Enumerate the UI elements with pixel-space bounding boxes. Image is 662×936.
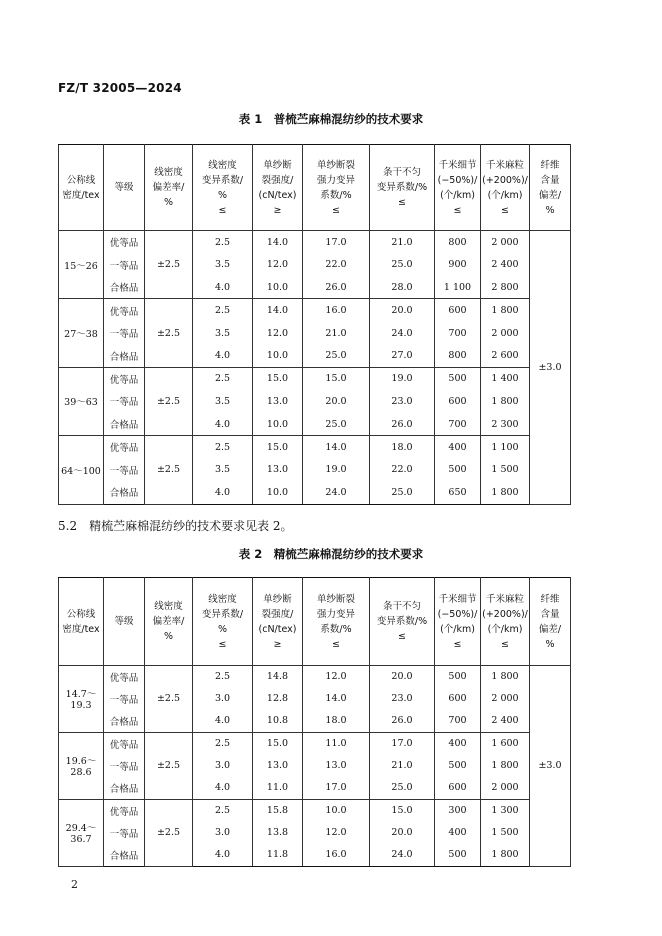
grade-cell: 合格品 <box>104 413 145 436</box>
cell-line: (个/km) <box>440 189 475 201</box>
table-row <box>59 276 571 299</box>
value-cell: 20.0 <box>303 390 370 413</box>
column-header <box>370 145 435 231</box>
column-header <box>193 578 253 666</box>
value-cell: 28.0 <box>370 276 435 299</box>
cell-line: ≤ <box>453 638 462 650</box>
standard-code-header: FZ/T 32005—2024 <box>58 81 182 95</box>
value-cell: 15.0 <box>253 367 303 390</box>
cell-line: 密度/tex <box>62 189 100 201</box>
table-row <box>59 799 571 821</box>
grade-cell: 优等品 <box>104 231 145 254</box>
value-cell: 21.0 <box>370 231 435 254</box>
value-cell: 1 100 <box>435 276 481 299</box>
value-cell: 12.0 <box>253 253 303 276</box>
cell-line: 含量 <box>540 608 560 620</box>
value-cell: 12.0 <box>253 322 303 345</box>
value-cell: 14.8 <box>253 666 303 688</box>
cell-line: 36.7 <box>70 834 92 846</box>
cell-line: (个/km) <box>487 623 523 635</box>
value-cell: 24.0 <box>370 844 435 866</box>
cell-line: % <box>217 189 228 201</box>
value-cell: 21.0 <box>370 755 435 777</box>
value-cell: 1 800 <box>481 844 530 866</box>
value-cell: 4.0 <box>193 777 253 799</box>
cell-line: % <box>163 197 174 208</box>
table-row <box>59 688 571 710</box>
cell-line: 变异系数/ <box>201 174 244 186</box>
value-cell: 25.0 <box>370 253 435 276</box>
value-cell: 13.0 <box>253 458 303 481</box>
value-cell: 700 <box>435 322 481 345</box>
value-cell: 19.0 <box>303 458 370 481</box>
value-cell: 20.0 <box>370 822 435 844</box>
value-cell: 4.0 <box>193 481 253 504</box>
value-cell: 19.0 <box>370 367 435 390</box>
grade-cell: 合格品 <box>104 344 145 367</box>
cell-line: 线密度 <box>208 159 237 171</box>
cell-line: 纤维 <box>540 159 560 171</box>
grade-cell: 合格品 <box>104 710 145 732</box>
column-header <box>104 145 145 231</box>
cell-line: 公称线 <box>66 608 96 620</box>
value-cell: 1 800 <box>481 755 530 777</box>
cell-line: 19.3 <box>70 700 92 712</box>
value-cell: 2.5 <box>193 799 253 821</box>
table2-body <box>59 666 571 867</box>
grade-cell: 优等品 <box>104 299 145 322</box>
density-deviation-cell: ±2.5 <box>145 367 193 435</box>
cell-line: (+200%)/ <box>482 174 528 186</box>
nominal-density-cell: 27～38 <box>59 299 104 367</box>
cell-line: 裂强度/ <box>261 608 294 620</box>
value-cell: 17.0 <box>370 732 435 754</box>
value-cell: 300 <box>435 799 481 821</box>
cell-line: ≤ <box>398 631 406 642</box>
table1-header <box>59 145 571 231</box>
value-cell: 800 <box>435 231 481 254</box>
value-cell: 4.0 <box>193 413 253 436</box>
grade-cell: 一等品 <box>104 322 145 345</box>
value-cell: 500 <box>435 458 481 481</box>
table-row <box>59 822 571 844</box>
cell-line: 强力变异 <box>316 608 355 620</box>
value-cell: 2 000 <box>481 777 530 799</box>
value-cell: 4.0 <box>193 710 253 732</box>
table-row <box>59 458 571 481</box>
value-cell: 1 100 <box>481 436 530 459</box>
fiber-content-deviation-cell: ±3.0 <box>530 231 571 505</box>
value-cell: 600 <box>435 688 481 710</box>
grade-cell: 优等品 <box>104 436 145 459</box>
value-cell: 2 800 <box>481 276 530 299</box>
value-cell: 2 300 <box>481 413 530 436</box>
grade-cell: 合格品 <box>104 777 145 799</box>
cell-line: 偏差/ <box>538 189 562 201</box>
value-cell: 2 400 <box>481 710 530 732</box>
value-cell: 21.0 <box>303 322 370 345</box>
cell-line: ≤ <box>218 638 227 650</box>
value-cell: 2.5 <box>193 666 253 688</box>
value-cell: 15.0 <box>253 436 303 459</box>
value-cell: 3.5 <box>193 458 253 481</box>
cell-line: ≤ <box>398 197 406 208</box>
cell-line: 偏差率/ <box>152 616 185 627</box>
value-cell: 1 800 <box>481 299 530 322</box>
value-cell: 16.0 <box>303 299 370 322</box>
table-row <box>59 253 571 276</box>
cell-line: ≥ <box>273 204 282 216</box>
column-header <box>530 145 571 231</box>
cell-line: 单纱断裂 <box>316 159 355 171</box>
cell-line: (+200%)/ <box>482 608 528 620</box>
grade-cell: 优等品 <box>104 367 145 390</box>
column-header <box>104 578 145 666</box>
cell-line: 含量 <box>540 174 560 186</box>
column-header <box>59 145 104 231</box>
value-cell: 2 600 <box>481 344 530 367</box>
cell-line: 千米细节 <box>438 159 477 171</box>
value-cell: 1 400 <box>481 367 530 390</box>
table-row <box>59 322 571 345</box>
column-header <box>59 578 104 666</box>
table-row <box>59 755 571 777</box>
value-cell: 400 <box>435 822 481 844</box>
table-row <box>59 231 571 254</box>
value-cell: 1 300 <box>481 799 530 821</box>
cell-line: ≤ <box>332 638 340 650</box>
cell-line: 偏差/ <box>538 623 562 635</box>
grade-cell: 一等品 <box>104 688 145 710</box>
value-cell: 16.0 <box>303 844 370 866</box>
value-cell: 15.0 <box>253 732 303 754</box>
cell-line: (个/km) <box>487 189 523 201</box>
column-header <box>530 578 571 666</box>
column-header <box>435 145 481 231</box>
value-cell: 14.0 <box>253 231 303 254</box>
value-cell: 1 800 <box>481 481 530 504</box>
cell-line: 系数/% <box>320 189 352 201</box>
grade-cell: 优等品 <box>104 799 145 821</box>
cell-line: 等级 <box>114 616 134 627</box>
density-deviation-cell: ±2.5 <box>145 666 193 733</box>
column-header <box>370 578 435 666</box>
value-cell: 2.5 <box>193 436 253 459</box>
value-cell: 27.0 <box>370 344 435 367</box>
table-row <box>59 390 571 413</box>
column-header <box>145 145 193 231</box>
cell-line: 单纱断 <box>263 159 292 171</box>
density-deviation-cell: ±2.5 <box>145 799 193 866</box>
table-row <box>59 666 571 688</box>
density-deviation-cell: ±2.5 <box>145 732 193 799</box>
cell-line: 纤维 <box>540 593 560 605</box>
column-header <box>253 145 303 231</box>
table2-caption: 表 2 精梳苎麻棉混纺纱的技术要求 <box>238 547 424 561</box>
value-cell: 10.0 <box>253 481 303 504</box>
value-cell: 26.0 <box>370 413 435 436</box>
value-cell: 25.0 <box>303 413 370 436</box>
value-cell: 12.0 <box>303 822 370 844</box>
value-cell: 3.0 <box>193 822 253 844</box>
grade-cell: 合格品 <box>104 276 145 299</box>
density-deviation-cell: ±2.5 <box>145 299 193 367</box>
table2-header <box>59 578 571 666</box>
value-cell: 20.0 <box>370 299 435 322</box>
value-cell: 25.0 <box>370 481 435 504</box>
value-cell: 15.0 <box>370 799 435 821</box>
table-row <box>59 367 571 390</box>
value-cell: 24.0 <box>370 322 435 345</box>
cell-line: 14.7～ <box>65 689 97 701</box>
cell-line: 千米麻粒 <box>485 593 524 605</box>
column-header <box>193 145 253 231</box>
value-cell: 400 <box>435 436 481 459</box>
table2-technical-requirements <box>58 577 571 867</box>
value-cell: 2 400 <box>481 253 530 276</box>
value-cell: 13.0 <box>303 755 370 777</box>
value-cell: 2 000 <box>481 322 530 345</box>
column-header <box>145 578 193 666</box>
nominal-density-cell <box>59 732 104 799</box>
column-header <box>481 578 530 666</box>
cell-line: 29.4～ <box>65 823 97 835</box>
cell-line: ≤ <box>501 638 509 650</box>
value-cell: 3.5 <box>193 322 253 345</box>
value-cell: 4.0 <box>193 844 253 866</box>
value-cell: 11.8 <box>253 844 303 866</box>
value-cell: 18.0 <box>370 436 435 459</box>
nominal-density-cell: 39～63 <box>59 367 104 435</box>
cell-line: 线密度 <box>154 167 183 178</box>
value-cell: 25.0 <box>370 777 435 799</box>
grade-cell: 一等品 <box>104 822 145 844</box>
value-cell: 2.5 <box>193 732 253 754</box>
value-cell: 3.5 <box>193 253 253 276</box>
table1-technical-requirements <box>58 144 571 505</box>
value-cell: 26.0 <box>303 276 370 299</box>
value-cell: 24.0 <box>303 481 370 504</box>
value-cell: 15.8 <box>253 799 303 821</box>
table-row <box>59 844 571 866</box>
value-cell: 18.0 <box>303 710 370 732</box>
value-cell: 13.8 <box>253 822 303 844</box>
value-cell: 600 <box>435 299 481 322</box>
cell-line: % <box>545 638 555 650</box>
value-cell: 13.0 <box>253 390 303 413</box>
value-cell: 17.0 <box>303 777 370 799</box>
value-cell: 600 <box>435 390 481 413</box>
cell-line: 公称线 <box>66 174 96 186</box>
value-cell: 500 <box>435 755 481 777</box>
cell-line: 线密度 <box>208 593 237 605</box>
table-row <box>59 299 571 322</box>
grade-cell: 合格品 <box>104 844 145 866</box>
cell-line: (cN/tex) <box>258 623 297 635</box>
value-cell: 11.0 <box>253 777 303 799</box>
cell-line: 等级 <box>114 182 134 193</box>
cell-line: (cN/tex) <box>258 189 297 201</box>
column-header <box>303 145 370 231</box>
nominal-density-cell: 64～100 <box>59 436 104 504</box>
value-cell: 10.0 <box>303 799 370 821</box>
cell-line: ≤ <box>501 204 509 216</box>
table-row <box>59 710 571 732</box>
cell-line: 线密度 <box>154 601 183 612</box>
value-cell: 12.0 <box>303 666 370 688</box>
cell-line: (个/km) <box>440 623 475 635</box>
value-cell: 2.5 <box>193 299 253 322</box>
table-row <box>59 413 571 436</box>
value-cell: 22.0 <box>370 458 435 481</box>
cell-line: 裂强度/ <box>261 174 294 186</box>
value-cell: 900 <box>435 253 481 276</box>
cell-line: ≥ <box>273 638 282 650</box>
column-header <box>435 578 481 666</box>
cell-line: % <box>545 204 555 216</box>
value-cell: 700 <box>435 413 481 436</box>
column-header <box>253 578 303 666</box>
value-cell: 10.0 <box>253 413 303 436</box>
value-cell: 1 600 <box>481 732 530 754</box>
value-cell: 3.5 <box>193 390 253 413</box>
cell-line: % <box>163 631 174 642</box>
value-cell: 11.0 <box>303 732 370 754</box>
cell-line: 密度/tex <box>62 623 100 635</box>
cell-line: 单纱断裂 <box>316 593 355 605</box>
cell-line: 变异系数/ <box>201 608 244 620</box>
nominal-density-cell <box>59 799 104 866</box>
density-deviation-cell: ±2.5 <box>145 436 193 504</box>
value-cell: 22.0 <box>303 253 370 276</box>
cell-line: 单纱断 <box>263 593 292 605</box>
value-cell: 1 800 <box>481 666 530 688</box>
cell-line: 千米麻粒 <box>485 159 524 171</box>
value-cell: 20.0 <box>370 666 435 688</box>
grade-cell: 合格品 <box>104 481 145 504</box>
value-cell: 2.5 <box>193 367 253 390</box>
value-cell: 14.0 <box>303 436 370 459</box>
cell-line: 28.6 <box>70 767 92 779</box>
table1-caption: 表 1 普梳苎麻棉混纺纱的技术要求 <box>238 112 424 126</box>
value-cell: 3.0 <box>193 688 253 710</box>
value-cell: 14.0 <box>303 688 370 710</box>
cell-line: (−50%)/ <box>437 608 478 620</box>
value-cell: 17.0 <box>303 231 370 254</box>
value-cell: 4.0 <box>193 276 253 299</box>
value-cell: 600 <box>435 777 481 799</box>
value-cell: 15.0 <box>303 367 370 390</box>
cell-line: (−50%)/ <box>437 174 478 186</box>
table-row <box>59 436 571 459</box>
grade-cell: 一等品 <box>104 390 145 413</box>
grade-cell: 优等品 <box>104 666 145 688</box>
value-cell: 13.0 <box>253 755 303 777</box>
cell-line: ≤ <box>218 204 227 216</box>
value-cell: 1 500 <box>481 458 530 481</box>
value-cell: 10.8 <box>253 710 303 732</box>
grade-cell: 一等品 <box>104 253 145 276</box>
value-cell: 14.0 <box>253 299 303 322</box>
cell-line: 19.6～ <box>65 756 97 768</box>
value-cell: 23.0 <box>370 688 435 710</box>
nominal-density-cell <box>59 666 104 733</box>
value-cell: 500 <box>435 844 481 866</box>
grade-cell: 一等品 <box>104 755 145 777</box>
cell-line: 千米细节 <box>438 593 477 605</box>
value-cell: 4.0 <box>193 344 253 367</box>
value-cell: 1 800 <box>481 390 530 413</box>
page-number: 2 <box>71 878 78 891</box>
value-cell: 1 500 <box>481 822 530 844</box>
fiber-content-deviation-cell: ±3.0 <box>530 666 571 867</box>
value-cell: 700 <box>435 710 481 732</box>
value-cell: 650 <box>435 481 481 504</box>
cell-line: 系数/% <box>320 623 352 635</box>
section-5-2-text: 5.2 精梳苎麻棉混纺纱的技术要求见表 2。 <box>58 519 293 533</box>
column-header <box>303 578 370 666</box>
value-cell: 500 <box>435 367 481 390</box>
value-cell: 10.0 <box>253 344 303 367</box>
cell-line: ≤ <box>332 204 340 216</box>
value-cell: 2.5 <box>193 231 253 254</box>
table-row <box>59 777 571 799</box>
value-cell: 25.0 <box>303 344 370 367</box>
table1-body <box>59 231 571 505</box>
value-cell: 800 <box>435 344 481 367</box>
cell-line: 条干不匀 <box>382 167 421 178</box>
table-row <box>59 481 571 504</box>
density-deviation-cell: ±2.5 <box>145 231 193 299</box>
cell-line: 条干不匀 <box>382 601 421 612</box>
cell-line: 强力变异 <box>316 174 355 186</box>
value-cell: 2 000 <box>481 231 530 254</box>
cell-line: 变异系数/% <box>376 182 428 193</box>
nominal-density-cell: 15～26 <box>59 231 104 299</box>
column-header <box>481 145 530 231</box>
table-row <box>59 732 571 754</box>
value-cell: 26.0 <box>370 710 435 732</box>
value-cell: 400 <box>435 732 481 754</box>
cell-line: % <box>217 623 228 635</box>
cell-line: 变异系数/% <box>376 616 428 627</box>
cell-line: 偏差率/ <box>152 182 185 193</box>
grade-cell: 优等品 <box>104 732 145 754</box>
value-cell: 23.0 <box>370 390 435 413</box>
value-cell: 10.0 <box>253 276 303 299</box>
cell-line: ≤ <box>453 204 462 216</box>
value-cell: 3.0 <box>193 755 253 777</box>
grade-cell: 一等品 <box>104 458 145 481</box>
value-cell: 500 <box>435 666 481 688</box>
table-row <box>59 344 571 367</box>
value-cell: 2 000 <box>481 688 530 710</box>
value-cell: 12.8 <box>253 688 303 710</box>
